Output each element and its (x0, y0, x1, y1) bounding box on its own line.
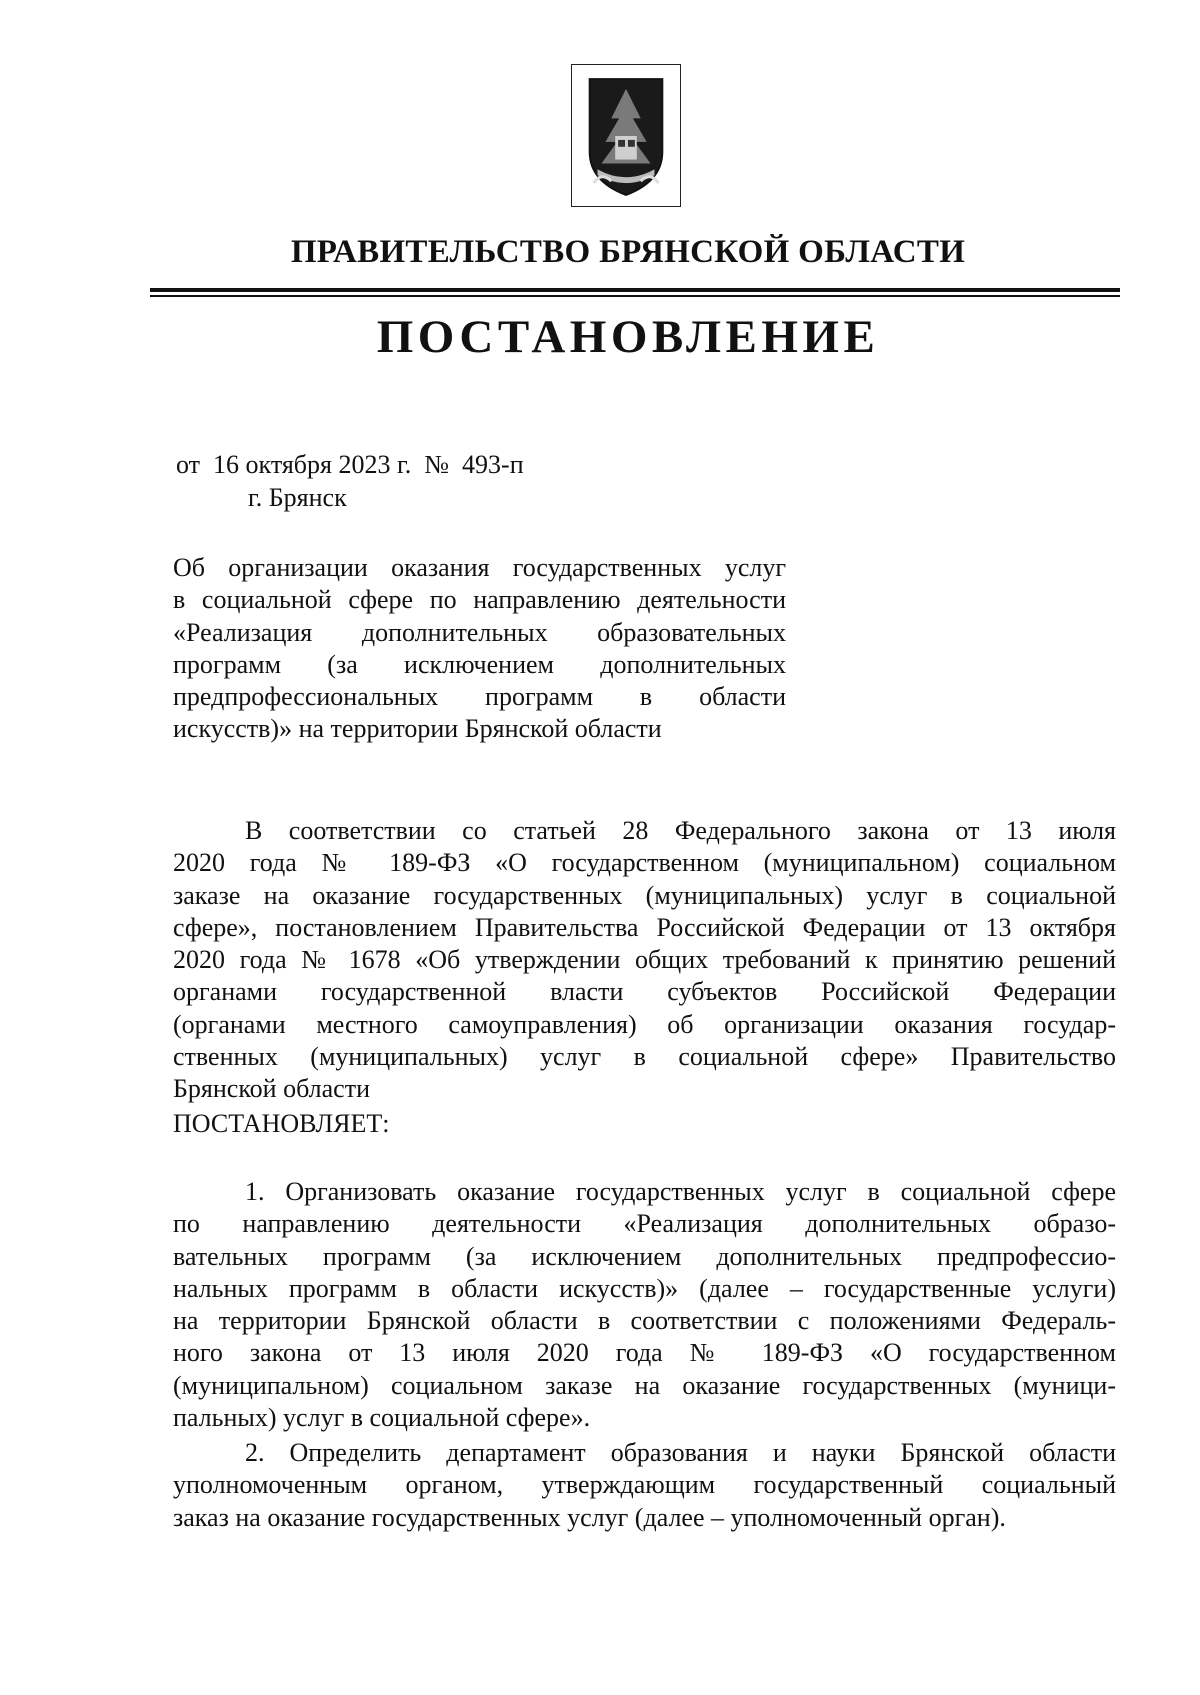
paragraph-1-line: по направлению деятельности «Реализация дополнительных образо- (173, 1209, 1116, 1239)
preamble-line: (органами местного самоуправления) об организации оказания государ- (173, 1009, 1116, 1039)
document-date-number (176, 450, 524, 480)
date-prefix: от (176, 450, 201, 479)
paragraph-1 (173, 1176, 1116, 1434)
document-date: 16 октября 2023 г. (213, 450, 412, 479)
document-number: 493-п (462, 450, 524, 479)
header-divider (150, 288, 1120, 297)
preamble-line: Брянской области (173, 1074, 370, 1104)
number-sign: № (424, 450, 450, 479)
preamble-paragraph (173, 815, 1116, 1106)
subject-line: Об организации оказания государственных услуг (173, 553, 786, 582)
preamble-line: 2020 года № 1678 «Об утверждении общих требований к принятию решений (173, 945, 1116, 975)
document-city: г. Брянск (248, 483, 347, 512)
paragraph-2-line: 2. Определить департамент образования и науки Брянской области (245, 1438, 1116, 1467)
coat-of-arms-icon (571, 64, 681, 207)
paragraph-2-line: заказ на оказание государственных услуг (далее – уполномоченный орган). (173, 1502, 1006, 1532)
preamble-line: 2020 года № 189-ФЗ «О государственном (муниципальном) социальном (173, 848, 1116, 878)
coat-of-arms-image (572, 65, 680, 206)
document-type: ПОСТАНОВЛЕНИЕ (376, 311, 880, 363)
paragraph-2-line: уполномоченным органом, утверждающим государственный социальный (173, 1470, 1116, 1500)
paragraph-1-line: 1. Организовать оказание государственных услуг в социальной сфере (245, 1177, 1116, 1206)
resolves-heading: ПОСТАНОВЛЯЕТ: (173, 1109, 390, 1138)
government-title: ПРАВИТЕЛЬСТВО БРЯНСКОЙ ОБЛАСТИ (290, 234, 966, 270)
preamble-line: органами государственной власти субъектов Российской Федерации (173, 977, 1116, 1007)
paragraph-1-line: пальных) услуг в социальной сфере». (173, 1403, 591, 1433)
paragraph-2 (173, 1437, 1116, 1534)
paragraph-1-line: на территории Брянской области в соответствии с положениями Федераль- (173, 1306, 1116, 1336)
paragraph-1-line: ного закона от 13 июля 2020 года № 189-ФЗ «О государственном (173, 1338, 1116, 1368)
subject-line: предпрофессиональных программ в области (173, 682, 786, 712)
preamble-line: сфере», постановлением Правительства Российской Федерации от 13 октября (173, 912, 1116, 942)
preamble-line: ственных (муниципальных) услуг в социальной сфере» Правительство (173, 1042, 1116, 1072)
paragraph-1-line: (муниципальном) социальном заказе на оказание государственных (муници- (173, 1370, 1116, 1400)
document-subject (173, 552, 786, 746)
subject-line: искусств)» на территории Брянской области (173, 714, 662, 744)
preamble-line: В соответствии со статьей 28 Федерального закона от 13 июля (245, 816, 1116, 845)
paragraph-1-line: вательных программ (за исключением дополнительных предпрофессио- (173, 1241, 1116, 1271)
subject-line: программ (за исключением дополнительных (173, 649, 786, 679)
preamble-line: заказе на оказание государственных (муниципальных) услуг в социальной (173, 880, 1116, 910)
subject-line: в социальной сфере по направлению деятельности (173, 585, 786, 615)
subject-line: «Реализация дополнительных образовательных (173, 617, 786, 647)
paragraph-1-line: нальных программ в области искусств)» (далее – государственные услуги) (173, 1273, 1116, 1303)
